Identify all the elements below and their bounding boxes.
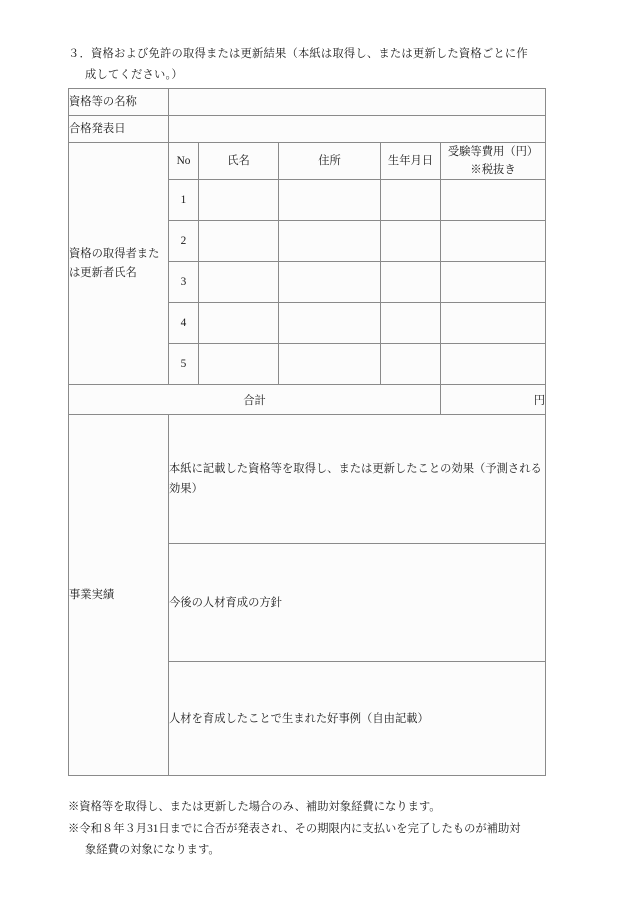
holders-label: 資格の取得者または更新者氏名 [69,143,169,385]
row-name-field[interactable] [199,221,279,262]
achievements-label: 事業実績 [69,415,169,776]
row-fee-field[interactable] [441,262,546,303]
footnotes [68,797,568,862]
achievement-prompt-goodcase: 人材を育成したことで生まれた好事例（自由記載） [169,712,429,725]
achievement-block-effect[interactable] [169,415,546,544]
row-number: 5 [169,344,199,385]
achievement-prompt-effect: 本紙に記載した資格等を取得し、または更新したことの効果（予測される効果） [169,463,542,495]
achievement-block-policy[interactable] [169,544,546,662]
row-name-field[interactable] [199,303,279,344]
column-header-fee [441,143,546,180]
row-fee-field[interactable] [441,221,546,262]
row-name-field[interactable] [199,344,279,385]
column-header-name: 氏名 [199,143,279,180]
row-birthdate-field[interactable] [381,180,441,221]
total-label: 合計 [69,385,441,415]
row-birthdate-field[interactable] [381,344,441,385]
row-number: 1 [169,180,199,221]
table-row-column-headers [69,143,546,180]
footnote-2 [68,819,568,862]
total-unit: 円 [533,394,546,407]
row-name-field[interactable] [199,180,279,221]
footnote-1: ※資格等を取得し、または更新した場合のみ、補助対象経費になります。 [68,801,441,813]
row-birthdate-field[interactable] [381,262,441,303]
column-header-birthdate: 生年月日 [381,143,441,180]
row-address-field[interactable] [279,221,381,262]
row-fee-field[interactable] [441,303,546,344]
row-birthdate-field[interactable] [381,221,441,262]
qualification-form-table [68,88,546,776]
row-number: 3 [169,262,199,303]
column-header-address: 住所 [279,143,381,180]
qualification-name-field[interactable] [169,89,546,116]
row-fee-field[interactable] [441,344,546,385]
row-address-field[interactable] [279,303,381,344]
section-heading-line1: ３．資格および免許の取得または更新結果（本紙は取得し、または更新した資格ごとに作 [68,48,528,60]
table-row-total [69,385,546,415]
row-number: 4 [169,303,199,344]
row-name-field[interactable] [199,262,279,303]
table-row-achievement-1 [69,415,546,544]
row-birthdate-field[interactable] [381,303,441,344]
qualification-name-label: 資格等の名称 [69,89,169,116]
row-address-field[interactable] [279,180,381,221]
row-address-field[interactable] [279,262,381,303]
total-amount-cell[interactable] [441,385,546,415]
result-date-field[interactable] [169,116,546,143]
section-heading-line2: 成してください。） [85,69,183,81]
achievement-prompt-policy: 今後の人材育成の方針 [169,596,282,609]
column-header-fee-line1: 受験等費用（円） [447,146,539,158]
row-number: 2 [169,221,199,262]
table-row-qualification-name [69,89,546,116]
section-heading [68,44,560,86]
row-address-field[interactable] [279,344,381,385]
footnote-2-line2: 象経費の対象になります。 [85,844,220,856]
column-header-no: No [169,143,199,180]
result-date-label: 合格発表日 [69,116,169,143]
footnote-2-line1: ※令和８年３月31日までに合否が発表され、その期限内に支払いを完了したものが補助対 [68,822,521,835]
achievement-block-goodcase[interactable] [169,662,546,776]
table-row-result-date [69,116,546,143]
row-fee-field[interactable] [441,180,546,221]
column-header-fee-line2: ※税抜き [470,164,516,176]
